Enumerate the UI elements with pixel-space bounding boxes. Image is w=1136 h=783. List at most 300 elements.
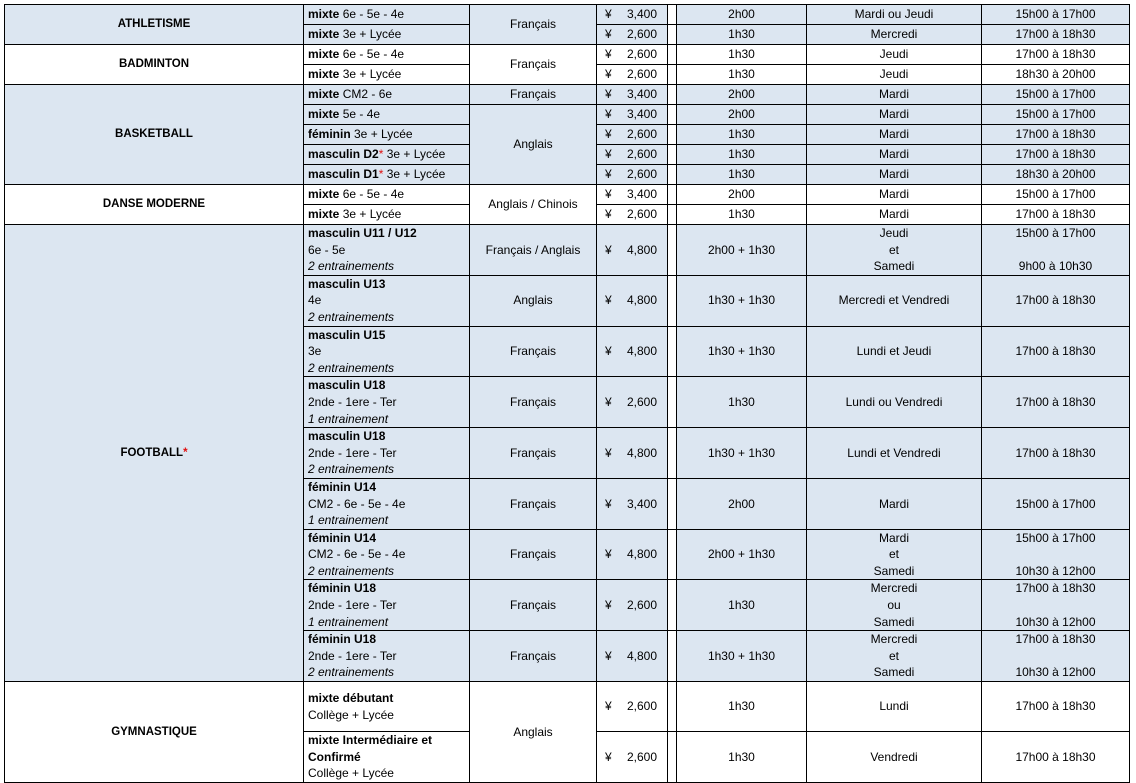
- sport-asterisk: *: [183, 446, 188, 459]
- group-gender: mixte: [308, 87, 340, 102]
- day-line: Mardi: [878, 496, 909, 511]
- group-cell: [304, 732, 470, 783]
- column-gap: [668, 165, 677, 185]
- group-cell: [304, 25, 470, 45]
- column-gap: [668, 65, 677, 85]
- group-cell: [304, 529, 470, 580]
- group-level: 6e - 5e - 4e: [339, 187, 405, 202]
- group-level: 2nde - 1ere - Ter: [308, 648, 397, 663]
- table-row: [5, 85, 1130, 105]
- price-cell: [597, 428, 668, 479]
- price-cell: [597, 529, 668, 580]
- column-gap: [668, 478, 677, 529]
- group-gender: masculin D2: [308, 147, 379, 162]
- column-gap: [668, 205, 677, 225]
- group-level: Collège + Lycée: [308, 766, 394, 781]
- sports-schedule-table: [4, 4, 1130, 783]
- price-amount: 3,400: [626, 107, 657, 122]
- time-line: 17h00 à 18h30: [1015, 749, 1096, 764]
- group-sessions-note: 2 entrainements: [308, 360, 395, 375]
- duration-cell: 1h30: [677, 145, 807, 165]
- currency-symbol: ¥: [605, 699, 612, 714]
- language-cell: Français: [470, 580, 597, 631]
- price-amount: 2,600: [626, 127, 657, 142]
- group-cell: [304, 682, 470, 732]
- price-cell: [597, 185, 668, 205]
- column-gap: [668, 125, 677, 145]
- language-cell: Français: [470, 529, 597, 580]
- group-level: 6e - 5e - 4e: [339, 7, 405, 22]
- time-line: 17h00 à 18h30: [1015, 293, 1096, 308]
- price-amount: 4,800: [626, 344, 657, 359]
- sport-name-cell: [5, 85, 304, 185]
- time-line: 17h00 à 18h30: [1015, 27, 1096, 42]
- group-title: masculin U18: [308, 378, 386, 393]
- day-cell: [807, 631, 982, 682]
- group-level: 3e + Lycée: [383, 147, 446, 162]
- day-line: Mardi: [878, 107, 909, 122]
- time-cell: [982, 165, 1130, 185]
- time-cell: [982, 631, 1130, 682]
- currency-symbol: ¥: [605, 242, 612, 257]
- time-line: [986, 648, 1125, 665]
- time-cell: [982, 65, 1130, 85]
- language-cell: Français: [470, 45, 597, 85]
- price-amount: 4,800: [626, 293, 657, 308]
- group-title-cont: Confirmé: [308, 749, 361, 764]
- sport-name-cell: [5, 45, 304, 85]
- group-level: 2nde - 1ere - Ter: [308, 598, 397, 613]
- language-cell: Français: [470, 377, 597, 428]
- group-level: CM2 - 6e - 5e - 4e: [308, 547, 406, 562]
- price-amount: 2,600: [626, 207, 657, 222]
- sport-name: FOOTBALL: [120, 446, 184, 459]
- duration-cell: 1h30: [677, 732, 807, 783]
- time-line: 15h00 à 17h00: [1015, 187, 1096, 202]
- time-cell: [982, 428, 1130, 479]
- day-line: Jeudi: [879, 226, 909, 240]
- group-cell: [304, 85, 470, 105]
- group-level: CM2 - 6e - 5e - 4e: [308, 496, 406, 511]
- duration-cell: 1h30: [677, 580, 807, 631]
- time-line: 10h30 à 12h00: [1015, 614, 1096, 629]
- price-amount: 3,400: [626, 87, 657, 102]
- group-title: mixte débutant: [308, 690, 394, 705]
- group-cell: [304, 377, 470, 428]
- group-title: féminin U18: [308, 581, 377, 596]
- day-line: Mardi: [878, 530, 909, 545]
- group-cell: [304, 478, 470, 529]
- column-gap: [668, 45, 677, 65]
- group-level: 4e: [308, 293, 322, 308]
- group-level: 3e + Lycée: [339, 67, 402, 82]
- day-line: Samedi: [873, 614, 915, 629]
- language-cell: Français: [470, 85, 597, 105]
- price-amount: 4,800: [626, 648, 657, 663]
- table-row: [5, 225, 1130, 276]
- day-line: Mardi: [878, 187, 909, 202]
- price-amount: 2,600: [626, 47, 657, 62]
- group-title: masculin U11 / U12: [308, 226, 417, 240]
- duration-cell: 2h00 + 1h30: [677, 529, 807, 580]
- group-level: 6e - 5e: [308, 242, 346, 257]
- day-cell: [807, 326, 982, 377]
- duration-cell: 1h30: [677, 165, 807, 185]
- time-line: 15h00 à 17h00: [1015, 7, 1096, 22]
- day-cell: [807, 529, 982, 580]
- group-level: Collège + Lycée: [308, 707, 394, 722]
- time-cell: [982, 580, 1130, 631]
- column-gap: [668, 529, 677, 580]
- price-amount: 2,600: [626, 27, 657, 42]
- day-line: et: [888, 648, 899, 663]
- column-gap: [668, 105, 677, 125]
- group-level: 6e - 5e - 4e: [339, 47, 405, 62]
- group-level: 3e: [308, 344, 322, 359]
- time-line: 15h00 à 17h00: [1015, 226, 1096, 240]
- table-row: [5, 185, 1130, 205]
- language-cell: Français: [470, 428, 597, 479]
- group-cell: [304, 225, 470, 276]
- price-cell: [597, 125, 668, 145]
- day-cell: [807, 125, 982, 145]
- group-gender: mixte: [308, 27, 340, 42]
- day-cell: [807, 225, 982, 276]
- duration-cell: 1h30: [677, 45, 807, 65]
- group-level: 5e - 4e: [339, 107, 381, 122]
- time-cell: [982, 732, 1130, 783]
- group-cell: [304, 65, 470, 85]
- time-cell: [982, 478, 1130, 529]
- sport-name-cell: [5, 225, 304, 682]
- time-line: 17h00 à 18h30: [1015, 344, 1096, 359]
- price-amount: 2,600: [626, 749, 657, 764]
- day-cell: [807, 65, 982, 85]
- currency-symbol: ¥: [605, 648, 612, 663]
- group-cell: [304, 5, 470, 25]
- time-cell: [982, 185, 1130, 205]
- time-line: 17h00 à 18h30: [1015, 581, 1096, 596]
- day-cell: [807, 185, 982, 205]
- price-amount: 4,800: [626, 445, 657, 460]
- group-level: 2nde - 1ere - Ter: [308, 394, 397, 409]
- price-cell: [597, 732, 668, 783]
- duration-cell: 1h30: [677, 377, 807, 428]
- price-cell: [597, 5, 668, 25]
- group-title: masculin U18: [308, 429, 386, 444]
- duration-cell: 1h30: [677, 25, 807, 45]
- language-cell: Français / Anglais: [470, 225, 597, 276]
- price-cell: [597, 45, 668, 65]
- time-line: [986, 242, 1125, 259]
- day-line: Mardi ou Jeudi: [854, 7, 934, 22]
- group-title: féminin U14: [308, 530, 377, 545]
- duration-cell: 1h30 + 1h30: [677, 428, 807, 479]
- price-cell: [597, 65, 668, 85]
- day-cell: [807, 85, 982, 105]
- time-cell: [982, 85, 1130, 105]
- currency-symbol: ¥: [605, 749, 612, 764]
- duration-cell: 2h00: [677, 185, 807, 205]
- group-cell: [304, 145, 470, 165]
- time-cell: [982, 105, 1130, 125]
- currency-symbol: ¥: [605, 547, 612, 562]
- day-cell: [807, 205, 982, 225]
- group-sessions-note: 2 entrainements: [308, 259, 395, 274]
- time-cell: [982, 145, 1130, 165]
- sport-name: DANSE MODERNE: [102, 198, 206, 211]
- currency-symbol: ¥: [605, 344, 612, 359]
- group-gender: mixte: [308, 187, 340, 202]
- duration-cell: 1h30: [677, 125, 807, 145]
- day-cell: [807, 682, 982, 732]
- price-cell: [597, 225, 668, 276]
- column-gap: [668, 428, 677, 479]
- price-amount: 2,600: [626, 699, 657, 714]
- group-cell: [304, 428, 470, 479]
- group-cell: [304, 326, 470, 377]
- price-cell: [597, 478, 668, 529]
- currency-symbol: ¥: [605, 147, 612, 162]
- price-cell: [597, 85, 668, 105]
- day-line: Mercredi: [870, 27, 918, 42]
- group-level: 3e + Lycée: [350, 127, 413, 142]
- duration-cell: 1h30: [677, 65, 807, 85]
- time-line: 9h00 à 10h30: [1018, 259, 1093, 274]
- sport-name: BASKETBALL: [115, 128, 193, 141]
- column-gap: [668, 631, 677, 682]
- duration-cell: 2h00: [677, 105, 807, 125]
- column-gap: [668, 5, 677, 25]
- column-gap: [668, 25, 677, 45]
- schedule-body: [5, 5, 1130, 783]
- group-gender: mixte: [308, 207, 340, 222]
- day-cell: [807, 105, 982, 125]
- day-line: et: [888, 242, 899, 257]
- time-cell: [982, 377, 1130, 428]
- group-title: féminin U14: [308, 479, 377, 494]
- day-cell: [807, 45, 982, 65]
- column-gap: [668, 185, 677, 205]
- group-gender: féminin: [308, 127, 351, 142]
- day-line: Lundi et Jeudi: [856, 344, 932, 359]
- language-cell: Français: [470, 326, 597, 377]
- currency-symbol: ¥: [605, 187, 612, 202]
- price-amount: 2,600: [626, 67, 657, 82]
- duration-cell: 1h30 + 1h30: [677, 631, 807, 682]
- time-cell: [982, 529, 1130, 580]
- price-amount: 2,600: [626, 167, 657, 182]
- table-row: [5, 682, 1130, 732]
- currency-symbol: ¥: [605, 7, 612, 22]
- price-cell: [597, 631, 668, 682]
- currency-symbol: ¥: [605, 87, 612, 102]
- group-cell: [304, 205, 470, 225]
- price-cell: [597, 165, 668, 185]
- time-line: [986, 546, 1125, 563]
- group-sessions-note: 2 entrainements: [308, 462, 395, 477]
- sport-name: ATHLETISME: [117, 18, 191, 31]
- day-cell: [807, 275, 982, 326]
- day-cell: [807, 377, 982, 428]
- time-cell: [982, 45, 1130, 65]
- currency-symbol: ¥: [605, 167, 612, 182]
- time-line: 17h00 à 18h30: [1015, 445, 1096, 460]
- day-cell: [807, 732, 982, 783]
- day-line: Mardi: [878, 127, 909, 142]
- day-line: Mardi: [878, 147, 909, 162]
- duration-cell: 2h00 + 1h30: [677, 225, 807, 276]
- time-cell: [982, 682, 1130, 732]
- sport-name: GYMNASTIQUE: [111, 725, 197, 738]
- table-row: [5, 5, 1130, 25]
- day-line: Lundi: [879, 699, 909, 714]
- column-gap: [668, 275, 677, 326]
- group-title: masculin U13: [308, 276, 386, 291]
- day-line: et: [888, 547, 899, 562]
- time-cell: [982, 205, 1130, 225]
- time-cell: [982, 225, 1130, 276]
- price-cell: [597, 205, 668, 225]
- group-title: mixte Intermédiaire et: [308, 733, 433, 748]
- day-line: Samedi: [873, 259, 915, 274]
- day-cell: [807, 25, 982, 45]
- sport-name-cell: [5, 5, 304, 45]
- currency-symbol: ¥: [605, 207, 612, 222]
- language-cell: Anglais: [470, 105, 597, 185]
- time-line: 18h30 à 20h00: [1015, 167, 1096, 182]
- group-title: féminin U18: [308, 632, 377, 647]
- day-cell: [807, 145, 982, 165]
- currency-symbol: ¥: [605, 127, 612, 142]
- group-level: CM2 - 6e: [339, 87, 393, 102]
- group-cell: [304, 275, 470, 326]
- group-sessions-note: 2 entrainements: [308, 309, 395, 324]
- day-cell: [807, 165, 982, 185]
- column-gap: [668, 682, 677, 732]
- day-cell: [807, 580, 982, 631]
- day-line: Mercredi: [870, 632, 918, 647]
- currency-symbol: ¥: [605, 47, 612, 62]
- day-line: Jeudi: [879, 67, 909, 82]
- group-gender: mixte: [308, 107, 340, 122]
- language-cell: Français: [470, 478, 597, 529]
- time-cell: [982, 275, 1130, 326]
- day-cell: [807, 5, 982, 25]
- time-line: 17h00 à 18h30: [1015, 47, 1096, 62]
- group-asterisk: *: [378, 147, 384, 162]
- price-amount: 4,800: [626, 242, 657, 257]
- group-cell: [304, 45, 470, 65]
- price-cell: [597, 377, 668, 428]
- time-line: 10h30 à 12h00: [1015, 563, 1096, 578]
- group-level: 2nde - 1ere - Ter: [308, 445, 397, 460]
- time-line: 17h00 à 18h30: [1015, 147, 1096, 162]
- currency-symbol: ¥: [605, 445, 612, 460]
- sport-name-cell: [5, 185, 304, 225]
- currency-symbol: ¥: [605, 496, 612, 511]
- day-line: Jeudi: [879, 47, 909, 62]
- column-gap: [668, 377, 677, 428]
- duration-cell: 1h30 + 1h30: [677, 326, 807, 377]
- price-cell: [597, 145, 668, 165]
- duration-cell: 1h30: [677, 682, 807, 732]
- day-line: Samedi: [873, 665, 915, 680]
- group-asterisk: *: [378, 167, 384, 182]
- time-line: 15h00 à 17h00: [1015, 107, 1096, 122]
- group-level: 3e + Lycée: [339, 27, 402, 42]
- price-amount: 3,400: [626, 187, 657, 202]
- time-cell: [982, 326, 1130, 377]
- time-cell: [982, 5, 1130, 25]
- language-cell: Français: [470, 631, 597, 682]
- column-gap: [668, 732, 677, 783]
- day-line: Mardi: [878, 87, 909, 102]
- price-amount: 3,400: [626, 496, 657, 511]
- sport-name: BADMINTON: [118, 58, 190, 71]
- column-gap: [668, 580, 677, 631]
- currency-symbol: ¥: [605, 107, 612, 122]
- time-line: [986, 597, 1125, 614]
- day-cell: [807, 478, 982, 529]
- group-gender: mixte: [308, 67, 340, 82]
- table-row: [5, 45, 1130, 65]
- duration-cell: 2h00: [677, 478, 807, 529]
- language-cell: Anglais: [470, 682, 597, 783]
- group-cell: [304, 125, 470, 145]
- time-line: 15h00 à 17h00: [1015, 530, 1096, 545]
- day-line: Vendredi: [870, 749, 918, 764]
- price-amount: 2,600: [626, 598, 657, 613]
- currency-symbol: ¥: [605, 67, 612, 82]
- group-sessions-note: 1 entrainement: [308, 614, 389, 629]
- group-gender: mixte: [308, 47, 340, 62]
- group-sessions-note: 2 entrainements: [308, 563, 395, 578]
- price-cell: [597, 105, 668, 125]
- currency-symbol: ¥: [605, 293, 612, 308]
- price-cell: [597, 682, 668, 732]
- group-gender: masculin D1: [308, 167, 379, 182]
- day-line: Lundi et Vendredi: [847, 445, 941, 460]
- time-line: 15h00 à 17h00: [1015, 87, 1096, 102]
- sport-name-cell: [5, 682, 304, 783]
- group-sessions-note: 1 entrainement: [308, 411, 389, 426]
- duration-cell: 2h00: [677, 5, 807, 25]
- group-sessions-note: 2 entrainements: [308, 665, 395, 680]
- day-line: Lundi ou Vendredi: [845, 394, 943, 409]
- group-cell: [304, 185, 470, 205]
- duration-cell: 1h30: [677, 205, 807, 225]
- time-line: 17h00 à 18h30: [1015, 632, 1096, 647]
- price-amount: 3,400: [626, 7, 657, 22]
- time-cell: [982, 125, 1130, 145]
- duration-cell: 1h30 + 1h30: [677, 275, 807, 326]
- price-cell: [597, 275, 668, 326]
- group-cell: [304, 105, 470, 125]
- price-amount: 2,600: [626, 147, 657, 162]
- day-cell: [807, 428, 982, 479]
- column-gap: [668, 145, 677, 165]
- currency-symbol: ¥: [605, 598, 612, 613]
- day-line: Samedi: [873, 563, 915, 578]
- time-line: 17h00 à 18h30: [1015, 127, 1096, 142]
- group-gender: mixte: [308, 7, 340, 22]
- price-cell: [597, 326, 668, 377]
- day-line: ou: [887, 598, 901, 613]
- column-gap: [668, 326, 677, 377]
- duration-cell: 2h00: [677, 85, 807, 105]
- price-cell: [597, 25, 668, 45]
